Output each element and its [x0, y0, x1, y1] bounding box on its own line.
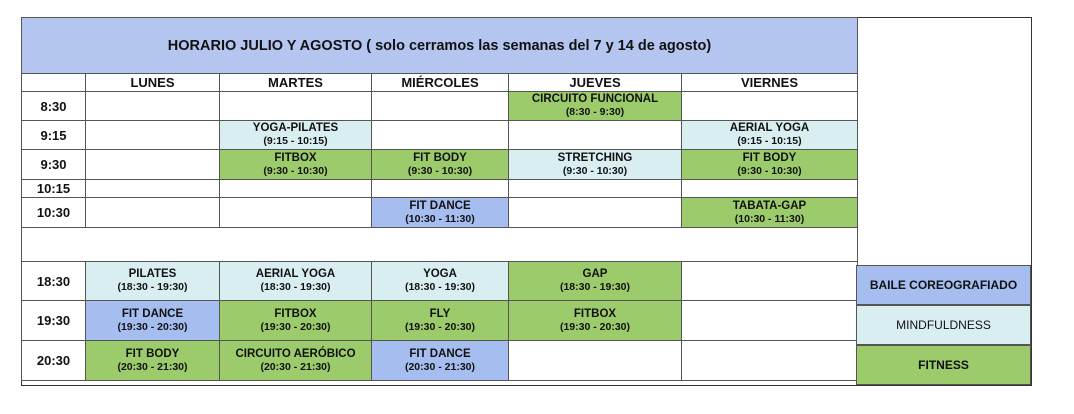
class-cell — [509, 150, 682, 180]
class-cell — [509, 92, 682, 121]
empty-cell — [86, 198, 220, 228]
empty-cell — [220, 180, 372, 198]
empty-cell — [86, 180, 220, 198]
class-cell — [220, 150, 372, 180]
class-name: FITBOX — [274, 307, 317, 320]
schedule-title: HORARIO JULIO Y AGOSTO ( solo cerramos las semanas del 7 y 14 de agosto) — [22, 18, 858, 74]
class-cell — [86, 262, 220, 301]
class-cell — [372, 150, 509, 180]
class-time: (9:30 - 10:30) — [737, 164, 802, 177]
time-label: 10:30 — [22, 198, 86, 228]
class-cell — [372, 341, 509, 381]
day-header-lunes: LUNES — [86, 74, 220, 92]
empty-cell — [86, 121, 220, 150]
corner-cell — [22, 74, 86, 92]
class-cell — [220, 341, 372, 381]
empty-cell — [682, 301, 858, 341]
time-label: 18:30 — [22, 262, 86, 301]
class-time: (8:30 - 9:30) — [565, 106, 625, 118]
class-time: (19:30 - 20:30) — [260, 320, 331, 333]
class-name: FIT BODY — [413, 151, 467, 164]
class-name: FIT DANCE — [121, 307, 184, 320]
time-label: 20:30 — [22, 341, 86, 381]
empty-cell — [372, 121, 509, 150]
table-row — [22, 198, 858, 228]
empty-cell — [372, 180, 509, 198]
class-time: (10:30 - 11:30) — [734, 212, 805, 225]
class-time: (18:30 - 19:30) — [404, 281, 476, 293]
days-header-row — [22, 74, 858, 92]
empty-cell — [509, 121, 682, 150]
time-label: 10:15 — [22, 180, 86, 198]
time-label: 8:30 — [22, 92, 86, 121]
class-time: (20:30 - 21:30) — [404, 360, 476, 373]
table-row — [22, 150, 858, 180]
class-name: YOGA-PILATES — [252, 122, 339, 134]
class-cell — [372, 262, 509, 301]
class-time: (9:30 - 10:30) — [407, 164, 473, 177]
class-name: PILATES — [128, 268, 177, 280]
table-row — [22, 92, 858, 121]
day-header-martes: MARTES — [220, 74, 372, 92]
table-row — [22, 262, 858, 301]
time-label: 19:30 — [22, 301, 86, 341]
empty-cell — [220, 198, 372, 228]
time-label: 9:30 — [22, 150, 86, 180]
class-time: (19:30 - 20:30) — [559, 320, 631, 333]
class-cell — [372, 198, 509, 228]
class-cell — [509, 301, 682, 341]
class-name: FITBOX — [573, 307, 617, 320]
class-cell — [86, 301, 220, 341]
break-cell — [22, 228, 858, 262]
day-header-jueves: JUEVES — [509, 74, 682, 92]
table-row — [22, 341, 858, 381]
class-time: (9:30 - 10:30) — [562, 164, 628, 177]
class-cell — [682, 121, 858, 150]
class-name: FIT DANCE — [409, 347, 471, 360]
empty-cell — [86, 150, 220, 180]
empty-cell — [682, 262, 858, 301]
legend-mindfulness: MINDFULDNESS — [856, 305, 1031, 345]
class-cell — [220, 301, 372, 341]
class-time: (20:30 - 21:30) — [260, 360, 331, 373]
class-cell — [682, 150, 858, 180]
time-label: 9:15 — [22, 121, 86, 150]
empty-cell — [682, 180, 858, 198]
class-time: (18:30 - 19:30) — [260, 281, 331, 293]
empty-cell — [86, 92, 220, 121]
class-time: (9:15 - 10:15) — [737, 135, 802, 147]
class-name: AERIAL YOGA — [255, 268, 336, 280]
break-row — [22, 228, 858, 262]
class-cell — [220, 262, 372, 301]
class-name: FIT BODY — [125, 347, 180, 360]
class-name: GAP — [582, 268, 608, 280]
empty-cell — [220, 92, 372, 121]
class-cell — [509, 262, 682, 301]
class-name: FIT BODY — [742, 151, 797, 164]
class-name: FLY — [429, 307, 451, 320]
class-name: FIT DANCE — [409, 199, 471, 212]
empty-cell — [509, 341, 682, 381]
class-name: TABATA-GAP — [732, 199, 807, 212]
schedule-table — [21, 17, 858, 381]
class-time: (19:30 - 20:30) — [117, 320, 188, 333]
class-time: (9:30 - 10:30) — [263, 164, 328, 177]
class-cell — [220, 121, 372, 150]
class-cell — [682, 198, 858, 228]
class-time: (18:30 - 19:30) — [117, 281, 188, 293]
table-row — [22, 121, 858, 150]
legend-fitness: FITNESS — [856, 345, 1031, 385]
empty-cell — [509, 198, 682, 228]
class-name: AERIAL YOGA — [729, 122, 810, 134]
empty-cell — [682, 92, 858, 121]
class-cell — [86, 341, 220, 381]
class-time: (9:15 - 10:15) — [263, 135, 328, 147]
class-cell — [372, 301, 509, 341]
empty-cell — [509, 180, 682, 198]
class-time: (20:30 - 21:30) — [117, 360, 188, 373]
class-name: CIRCUITO FUNCIONAL — [531, 93, 659, 105]
legend-baile-coreografiado: BAILE COREOGRAFIADO — [856, 265, 1031, 305]
class-name: YOGA — [423, 268, 457, 280]
class-name: FITBOX — [274, 151, 317, 164]
class-time: (18:30 - 19:30) — [559, 281, 631, 293]
empty-cell — [372, 92, 509, 121]
class-time: (10:30 - 11:30) — [405, 212, 475, 225]
class-time: (19:30 - 20:30) — [404, 320, 476, 333]
table-row — [22, 180, 858, 198]
day-header-miercoles: MIÉRCOLES — [372, 74, 509, 92]
class-name: STRETCHING — [557, 151, 633, 164]
empty-cell — [682, 341, 858, 381]
class-name: CIRCUITO AERÓBICO — [235, 347, 356, 360]
day-header-viernes: VIERNES — [682, 74, 858, 92]
table-row — [22, 301, 858, 341]
